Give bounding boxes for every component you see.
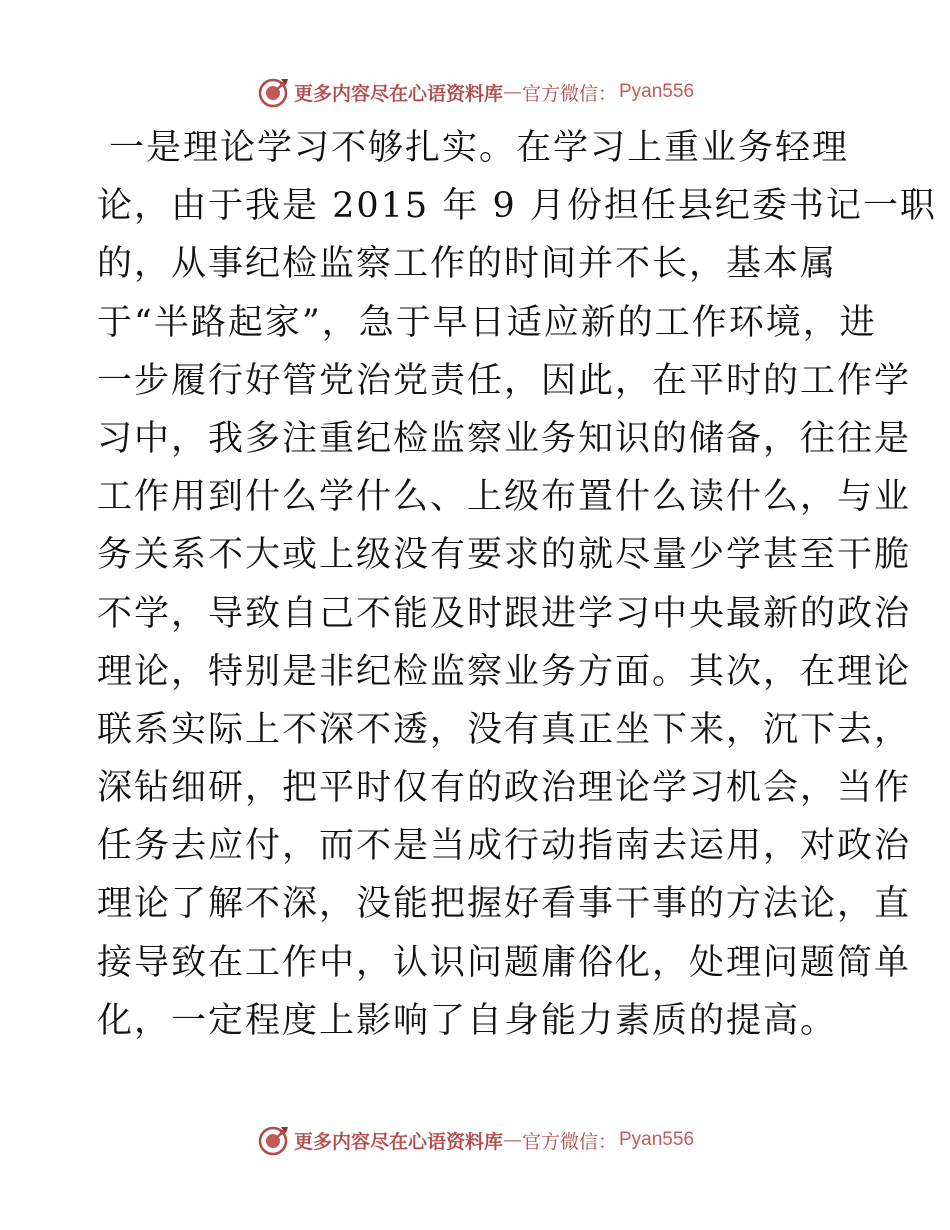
body-line: 论，由于我是 2015 年 9 月份担任县纪委书记一职 [97,186,937,227]
document-body [97,119,937,1050]
banner-wechat-label: 官方微信： [521,82,617,105]
brand-logo-icon [256,1123,290,1157]
banner-main-text: 更多内容尽在心语资料库 [293,1130,503,1153]
banner-main-text: 更多内容尽在心语资料库 [293,82,503,105]
banner-wechat-id: Pyan556 [619,81,695,102]
banner-wechat-id: Pyan556 [619,1129,695,1150]
footer-watermark-banner [0,1120,950,1160]
body-line: 于“半路起家”，急于早日适应新的工作环境，进 [97,302,877,343]
body-line: 化，一定程度上影响了自身能力素质的提高。 [97,1000,838,1041]
body-line: 一步履行好管党治党责任，因此，在平时的工作学 [97,360,912,401]
body-line: 任务去应付，而不是当成行动指南去运用，对政治 [97,826,912,867]
body-line: 务关系不大或上级没有要求的就尽量少学甚至干脆 [97,535,912,576]
body-line: 联系实际上不深不透，没有真正坐下来，沉下去， [97,709,912,750]
banner-separator: — [502,81,522,103]
body-line: 接导致在工作中，认识问题庸俗化，处理问题简单 [97,942,912,983]
body-line: 深钻细研，把平时仅有的政治理论学习机会，当作 [97,768,912,809]
body-line: 理论，特别是非纪检监察业务方面。其次，在理论 [97,651,912,692]
body-line: 的，从事纪检监察工作的时间并不长，基本属 [97,244,838,285]
body-line: 习中，我多注重纪检监察业务知识的储备，往往是 [97,418,912,459]
banner-wechat-label: 官方微信： [521,1130,617,1153]
header-watermark-banner [0,72,950,112]
body-line: 理论了解不深，没能把握好看事干事的方法论，直 [97,884,912,925]
body-line: 一是理论学习不够扎实。在学习上重业务轻理 [109,128,850,168]
banner-separator: — [502,1129,522,1151]
brand-logo-icon [256,75,290,109]
body-line: 不学，导致自己不能及时跟进学习中央最新的政治 [97,593,912,634]
body-line: 工作用到什么学什么、上级布置什么读什么，与业 [97,477,912,518]
